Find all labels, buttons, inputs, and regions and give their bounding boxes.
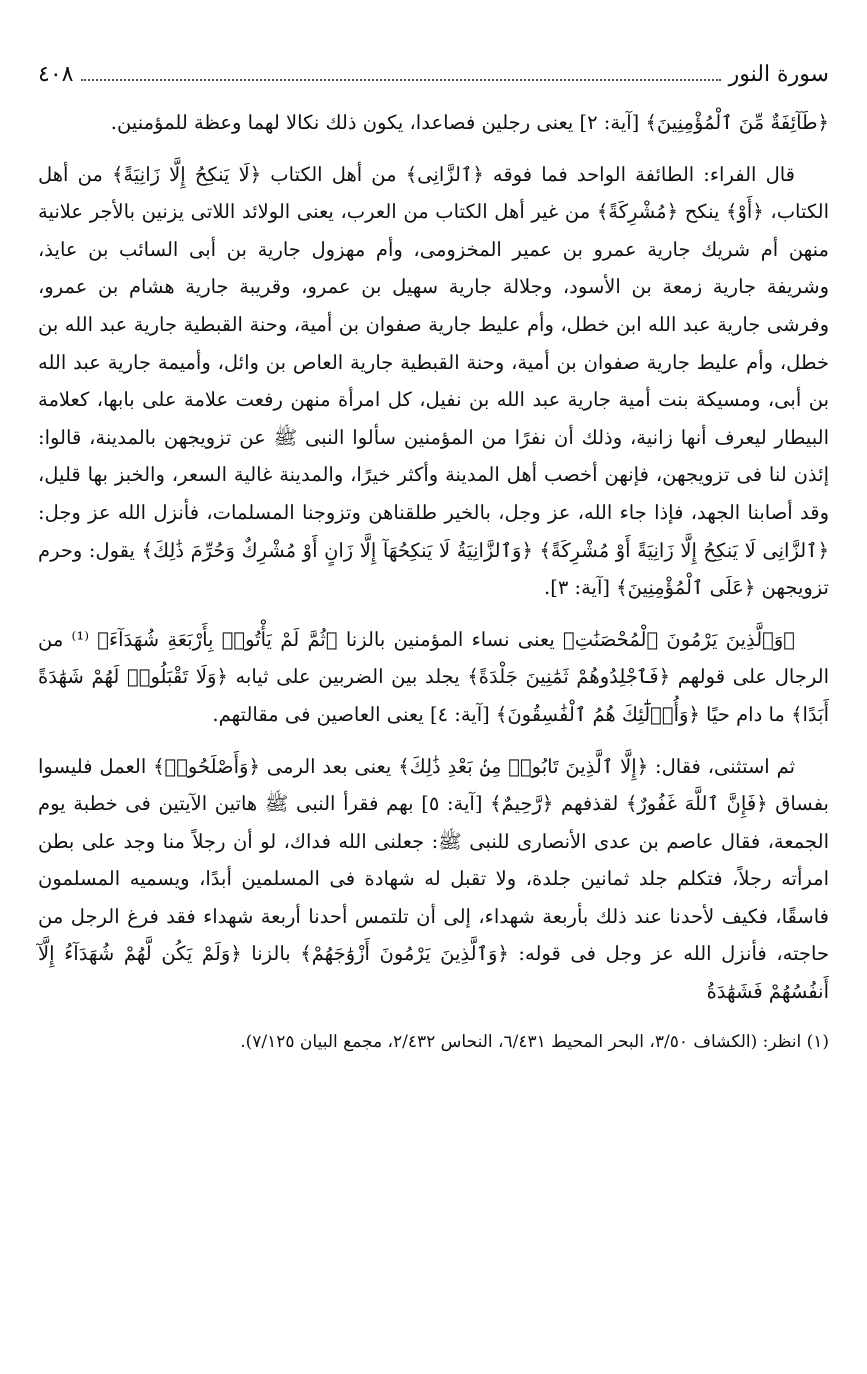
footnote: (١) انظر: (الكشاف ٣/٥٠، البحر المحيط ٦/٤٣١، النحاس ٢/٤٣٢، مجمع البيان ٧/١٢٥).: [240, 1031, 829, 1052]
paragraph-2: قال الفراء: الطائفة الواحد فما فوقه ﴿ٱلزَّانِى﴾ من أهل الكتاب ﴿لَا يَنكِحُ إِلَّا زَانِيَةً﴾ من أهل الكتاب، ﴿أَوْ﴾ ينكح ﴿مُشْرِكَةً﴾ من غير أهل الكتاب من العرب، يعنى الولائد اللاتى يزنين بالأجر علانية منهن أم شريك جارية عمرو بن عمير المخزومى، وأم مهزول جارية بن أبى السائب بن عايذ، وشريفة جارية زمعة بن الأسود، وجلالة جارية سهيل بن عمرو، وقريبة جارية هشام بن عمرو، وفرشى جارية عبد الله ابن خطل، وأم عليط جارية صفوان بن أمية، وحنة القبطية جارية عبد الله بن خطل، وأم عليط جارية صفوان بن أمية، وحنة القبطية جارية العاص بن وائل، وأميمة جارية عبد الله بن أبى، ومسيكة بنت أمية جارية عبد الله بن نفيل، كل امرأة منهن رفعت علامة على بابها، كعلامة البيطار ليعرف أنها زانية، وذلك أن نفرًا من المؤمنين سألوا النبى ﷺ عن تزويجهن بالمدينة، قالوا: إئذن لنا فى تزويجهن، فإنهن أخصب أهل المدينة وأكثر خيرًا، والمدينة غالية السعر، والخبز بها قليل، وقد أصابنا الجهد، فإذا جاء الله، عز وجل، بالخير طلقناهن وتزوجنا المسلمات، فأنزل الله عز وجل: ﴿ٱلزَّانِى لَا يَنكِحُ إِلَّا زَانِيَةً أَوْ مُشْرِكَةً﴾ ﴿وَٱلزَّانِيَةُ لَا يَنكِحُهَآ إِلَّا زَانٍ أَوْ مُشْرِكٌ وَحُرِّمَ ذَٰلِكَ﴾ يقول: وحرم تزويجهن ﴿عَلَى ٱلْمُؤْمِنِينَ﴾ [آية: ٣].: [38, 162, 829, 600]
header-dotted-leader: [81, 65, 720, 81]
page-number: ٤٠٨: [38, 62, 74, 87]
paragraph-gap: [38, 142, 829, 156]
surah-title: سورة النور: [728, 62, 829, 87]
paragraph-1: ﴿طَآئِفَةٌ مِّنَ ٱلْمُؤْمِنِينَ﴾ [آية: ٢] يعنى رجلين فصاعدا، يكون ذلك نكالا لهما وعظة للمؤمنين.: [110, 111, 829, 134]
paragraph-3: ﴿وَٱلَّذِينَ يَرْمُونَ ٱلْمُحْصَنَٰتِ﴾ يعنى نساء المؤمنين بالزنا ﴿ثُمَّ لَمْ يَأْتُوا۟ بِأَرْبَعَةِ شُهَدَآءَ﴾ ⁽¹⁾ من الرجال على قولهم ﴿فَٱجْلِدُوهُمْ ثَمَٰنِينَ جَلْدَةً﴾ يجلد بين الضربين على ثيابه ﴿وَلَا تَقْبَلُوا۟ لَهُمْ شَهَٰدَةً أَبَدًا﴾ ما دام حيًا ﴿وَأُو۟لَٰٓئِكَ هُمُ ٱلْفَٰسِقُونَ﴾ [آية: ٤] يعنى العاصين فى مقالتهم.: [38, 627, 829, 726]
paragraph-gap: [38, 734, 829, 748]
paragraph-4: ثم استثنى، فقال: ﴿إِلَّا ٱلَّذِينَ تَابُوا۟ مِنۢ بَعْدِ ذَٰلِكَ﴾ يعنى بعد الرمى ﴿وَأَصْلَحُوا۟﴾ العمل فليسوا بفساق ﴿فَإِنَّ ٱللَّهَ غَفُورٌ﴾ لقذفهم ﴿رَّحِيمٌ﴾ [آية: ٥] بهم فقرأ النبى ﷺ هاتين الآيتين فى خطبة يوم الجمعة، فقال عاصم بن عدى الأنصارى للنبى ﷺ: جعلنى الله فداك، لو أن رجلاً منا وجد على بطن امرأته رجلاً، فتكلم جلد ثمانين جلدة، ولا تقبل له شهادة فى المسلمين أبدًا، ويسميه المسلمون فاسقًا، فكيف لأحدنا عند ذلك بأربعة شهداء، إلى أن تلتمس أحدنا أربعة شهداء فقد فرغ الرجل من حاجته، فأنزل الله عز وجل فى قوله: ﴿وَٱلَّذِينَ يَرْمُونَ أَزْوَٰجَهُمْ﴾ بالزنا ﴿وَلَمْ يَكُن لَّهُمْ شُهَدَآءُ إِلَّآ أَنفُسُهُمْ فَشَهَٰدَةُ: [38, 754, 830, 1004]
page-body: [38, 104, 829, 1011]
paragraph-gap: [38, 607, 829, 621]
page-header: [38, 60, 829, 90]
